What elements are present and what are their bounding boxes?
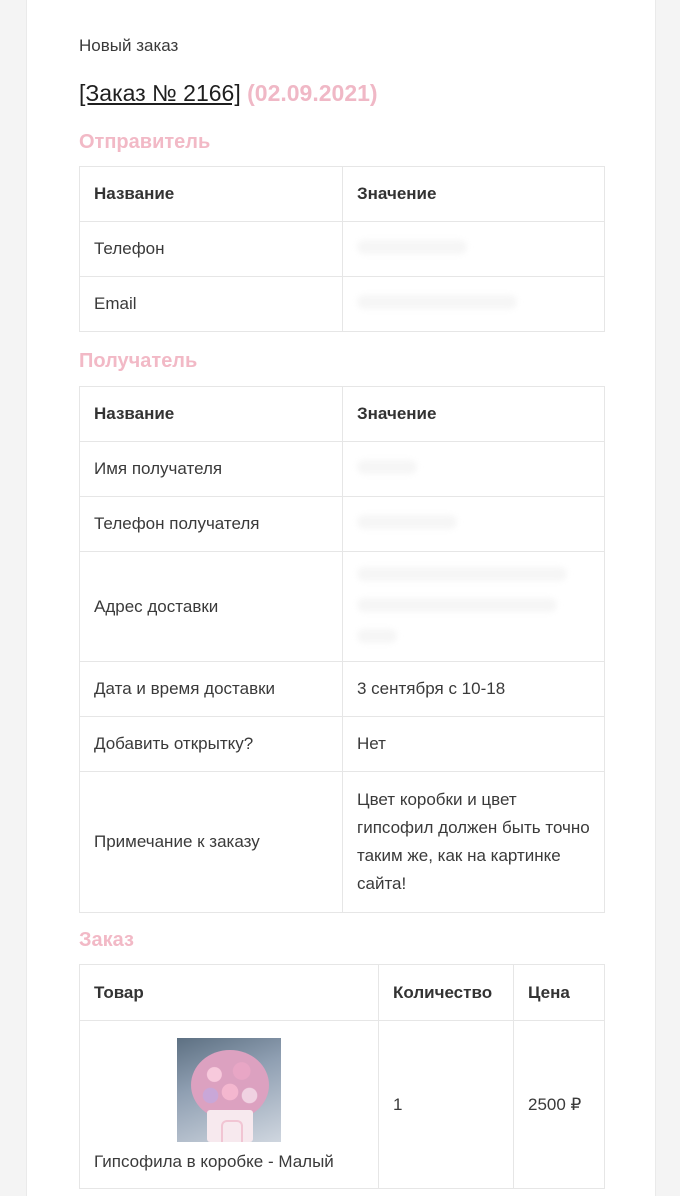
sender-table [79, 166, 605, 332]
row-value-redacted [343, 497, 605, 552]
row-label: Телефон получателя [80, 497, 343, 552]
row-value-redacted [343, 552, 605, 662]
recipient-section-title: Получатель [79, 350, 198, 372]
row-value: Цвет коробки и цвет гипсофил должен быть точно таким же, как на картинке сайта! [343, 772, 605, 913]
product-name: Гипсофила в коробке - Малый [94, 1151, 334, 1171]
row-value-redacted [343, 222, 605, 277]
row-label: Дата и время доставки [80, 662, 343, 717]
table-row [80, 662, 605, 717]
column-header-name: Название [80, 167, 343, 222]
table-header-row [80, 965, 605, 1021]
column-header-name: Название [80, 387, 343, 442]
row-label: Email [80, 277, 343, 332]
order-heading [79, 80, 378, 107]
order-section-title: Заказ [79, 929, 134, 951]
product-cell [80, 1021, 379, 1189]
column-header-value: Значение [343, 167, 605, 222]
column-header-price: Цена [514, 965, 605, 1021]
row-label: Телефон [80, 222, 343, 277]
email-body [26, 0, 656, 1196]
row-value-redacted [343, 277, 605, 332]
column-header-value: Значение [343, 387, 605, 442]
row-label: Примечание к заказу [80, 772, 343, 913]
table-row [80, 552, 605, 662]
sender-section-title: Отправитель [79, 131, 211, 153]
row-value: Нет [343, 717, 605, 772]
order-table [79, 964, 605, 1189]
table-header-row [80, 167, 605, 222]
recipient-table [79, 386, 605, 913]
intro-text: Новый заказ [79, 36, 179, 55]
table-row [80, 717, 605, 772]
table-row [80, 222, 605, 277]
row-label: Добавить открытку? [80, 717, 343, 772]
order-link[interactable]: [Заказ № 2166] [79, 80, 241, 106]
table-row [80, 497, 605, 552]
column-header-quantity: Количество [379, 965, 514, 1021]
row-label: Адрес доставки [80, 552, 343, 662]
row-label: Имя получателя [80, 442, 343, 497]
order-date: (02.09.2021) [247, 80, 378, 106]
price-cell: 2500 ₽ [514, 1021, 605, 1189]
table-row [80, 277, 605, 332]
table-row [80, 1021, 605, 1189]
table-header-row [80, 387, 605, 442]
row-value-redacted [343, 442, 605, 497]
table-row [80, 772, 605, 913]
quantity-cell: 1 [379, 1021, 514, 1189]
row-value: 3 сентября с 10-18 [343, 662, 605, 717]
table-row [80, 442, 605, 497]
column-header-product: Товар [80, 965, 379, 1021]
product-image[interactable] [177, 1038, 281, 1142]
